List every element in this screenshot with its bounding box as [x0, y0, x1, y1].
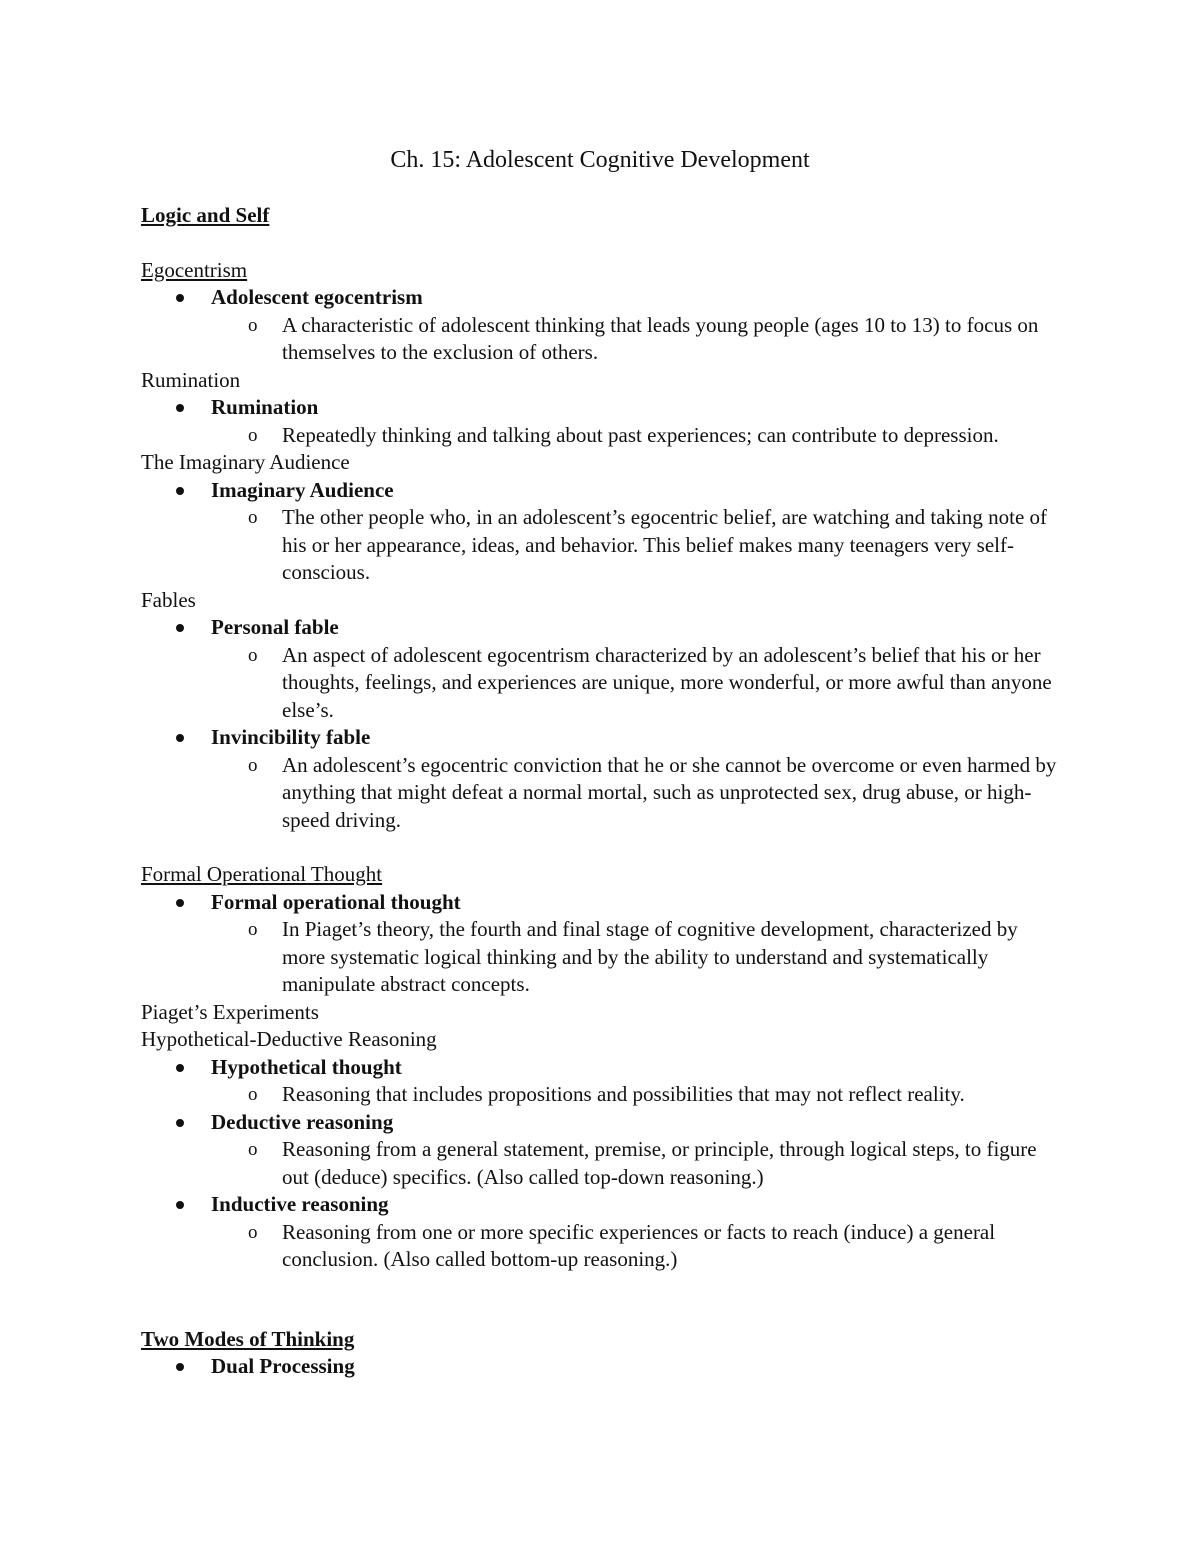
sub-bullet-marker: o	[248, 314, 258, 336]
definition-item: o A characteristic of adolescent thinking that leads young people (ages 10 to 13) to focus on themselves to the exclusion of others.	[248, 312, 1039, 364]
definition-item: o Reasoning from a general statement, premise, or principle, through logical steps, to figure out (deduce) specifics. (Also called top-down reasoning.)	[248, 1137, 1037, 1189]
bullet-term-deductive-reasoning: Deductive reasoning	[141, 1109, 1061, 1137]
definition-item: o An adolescent’s egocentric conviction that he or she cannot be overcome or even harmed by anything that might defeat a normal mortal, such as unprotected sex, drug abuse, or high-speed driving.	[248, 752, 1057, 832]
section-heading-two-modes-of-thinking: Two Modes of Thinking	[141, 1326, 355, 1351]
sub-bullet-marker: o	[248, 1221, 258, 1243]
sub-bullet-marker: o	[248, 1084, 258, 1105]
definition-item: o The other people who, in an adolescent’s egocentric belief, are watching and taking note of his or her appearance, ideas, and behavior. This belief makes many teenagers very self-conscious.	[248, 505, 1048, 584]
sub-bullet-marker: o	[248, 424, 258, 446]
bullet-term-rumination: Rumination	[141, 394, 1061, 422]
subheading-rumination: Rumination	[141, 367, 241, 392]
subheading-formal-operational-thought: Formal Operational Thought	[141, 862, 383, 886]
subheading-fables: Fables	[141, 587, 196, 612]
definition-item: o An aspect of adolescent egocentrism characterized by an adolescent’s belief that his or her thoughts, feelings, and experiences are unique, more wonderful, or more awful than anyone else’s.	[248, 642, 1052, 722]
subheading-piagets-experiments: Piaget’s Experiments	[141, 999, 319, 1024]
sub-bullet-marker: o	[248, 919, 258, 940]
sub-bullet-marker: o	[248, 644, 258, 666]
bullet-term-adolescent-egocentrism: Adolescent egocentrism	[141, 284, 1061, 312]
sub-bullet-marker: o	[248, 1139, 258, 1160]
subheading-hypothetical-deductive-reasoning: Hypothetical-Deductive Reasoning	[141, 1027, 437, 1051]
bullet-term-dual-processing: Dual Processing	[141, 1353, 1061, 1381]
sub-bullet-marker: o	[248, 754, 258, 776]
bullet-term-invincibility-fable: Invincibility fable	[141, 724, 1061, 752]
definition-item: o Reasoning from one or more specific experiences or facts to reach (induce) a general conclusion. (Also called bottom-up reasoning.)	[248, 1219, 996, 1271]
subheading-imaginary-audience: The Imaginary Audience	[141, 450, 350, 474]
definition-item: o In Piaget’s theory, the fourth and final stage of cognitive development, characterized by more systematic logical thinking and by the ability to understand and systematically manipulate abstract concepts.	[248, 917, 1018, 996]
subheading-egocentrism: Egocentrism	[141, 257, 248, 282]
document-page	[141, 138, 1061, 1381]
bullet-term-hypothetical-thought: Hypothetical thought	[141, 1054, 1061, 1082]
definition-item: o Reasoning that includes propositions and possibilities that may not reflect reality.	[141, 1081, 1061, 1109]
bullet-term-personal-fable: Personal fable	[141, 614, 1061, 642]
section-heading-logic-and-self: Logic and Self	[141, 203, 270, 227]
bullet-term-imaginary-audience: Imaginary Audience	[141, 477, 1061, 505]
bullet-term-formal-operational-thought: Formal operational thought	[141, 889, 1061, 917]
page-title: Ch. 15: Adolescent Cognitive Development	[390, 147, 810, 173]
definition-item: o Repeatedly thinking and talking about past experiences; can contribute to depression.	[141, 422, 1061, 450]
sub-bullet-marker: o	[248, 507, 258, 528]
bullet-term-inductive-reasoning: Inductive reasoning	[141, 1191, 1061, 1219]
